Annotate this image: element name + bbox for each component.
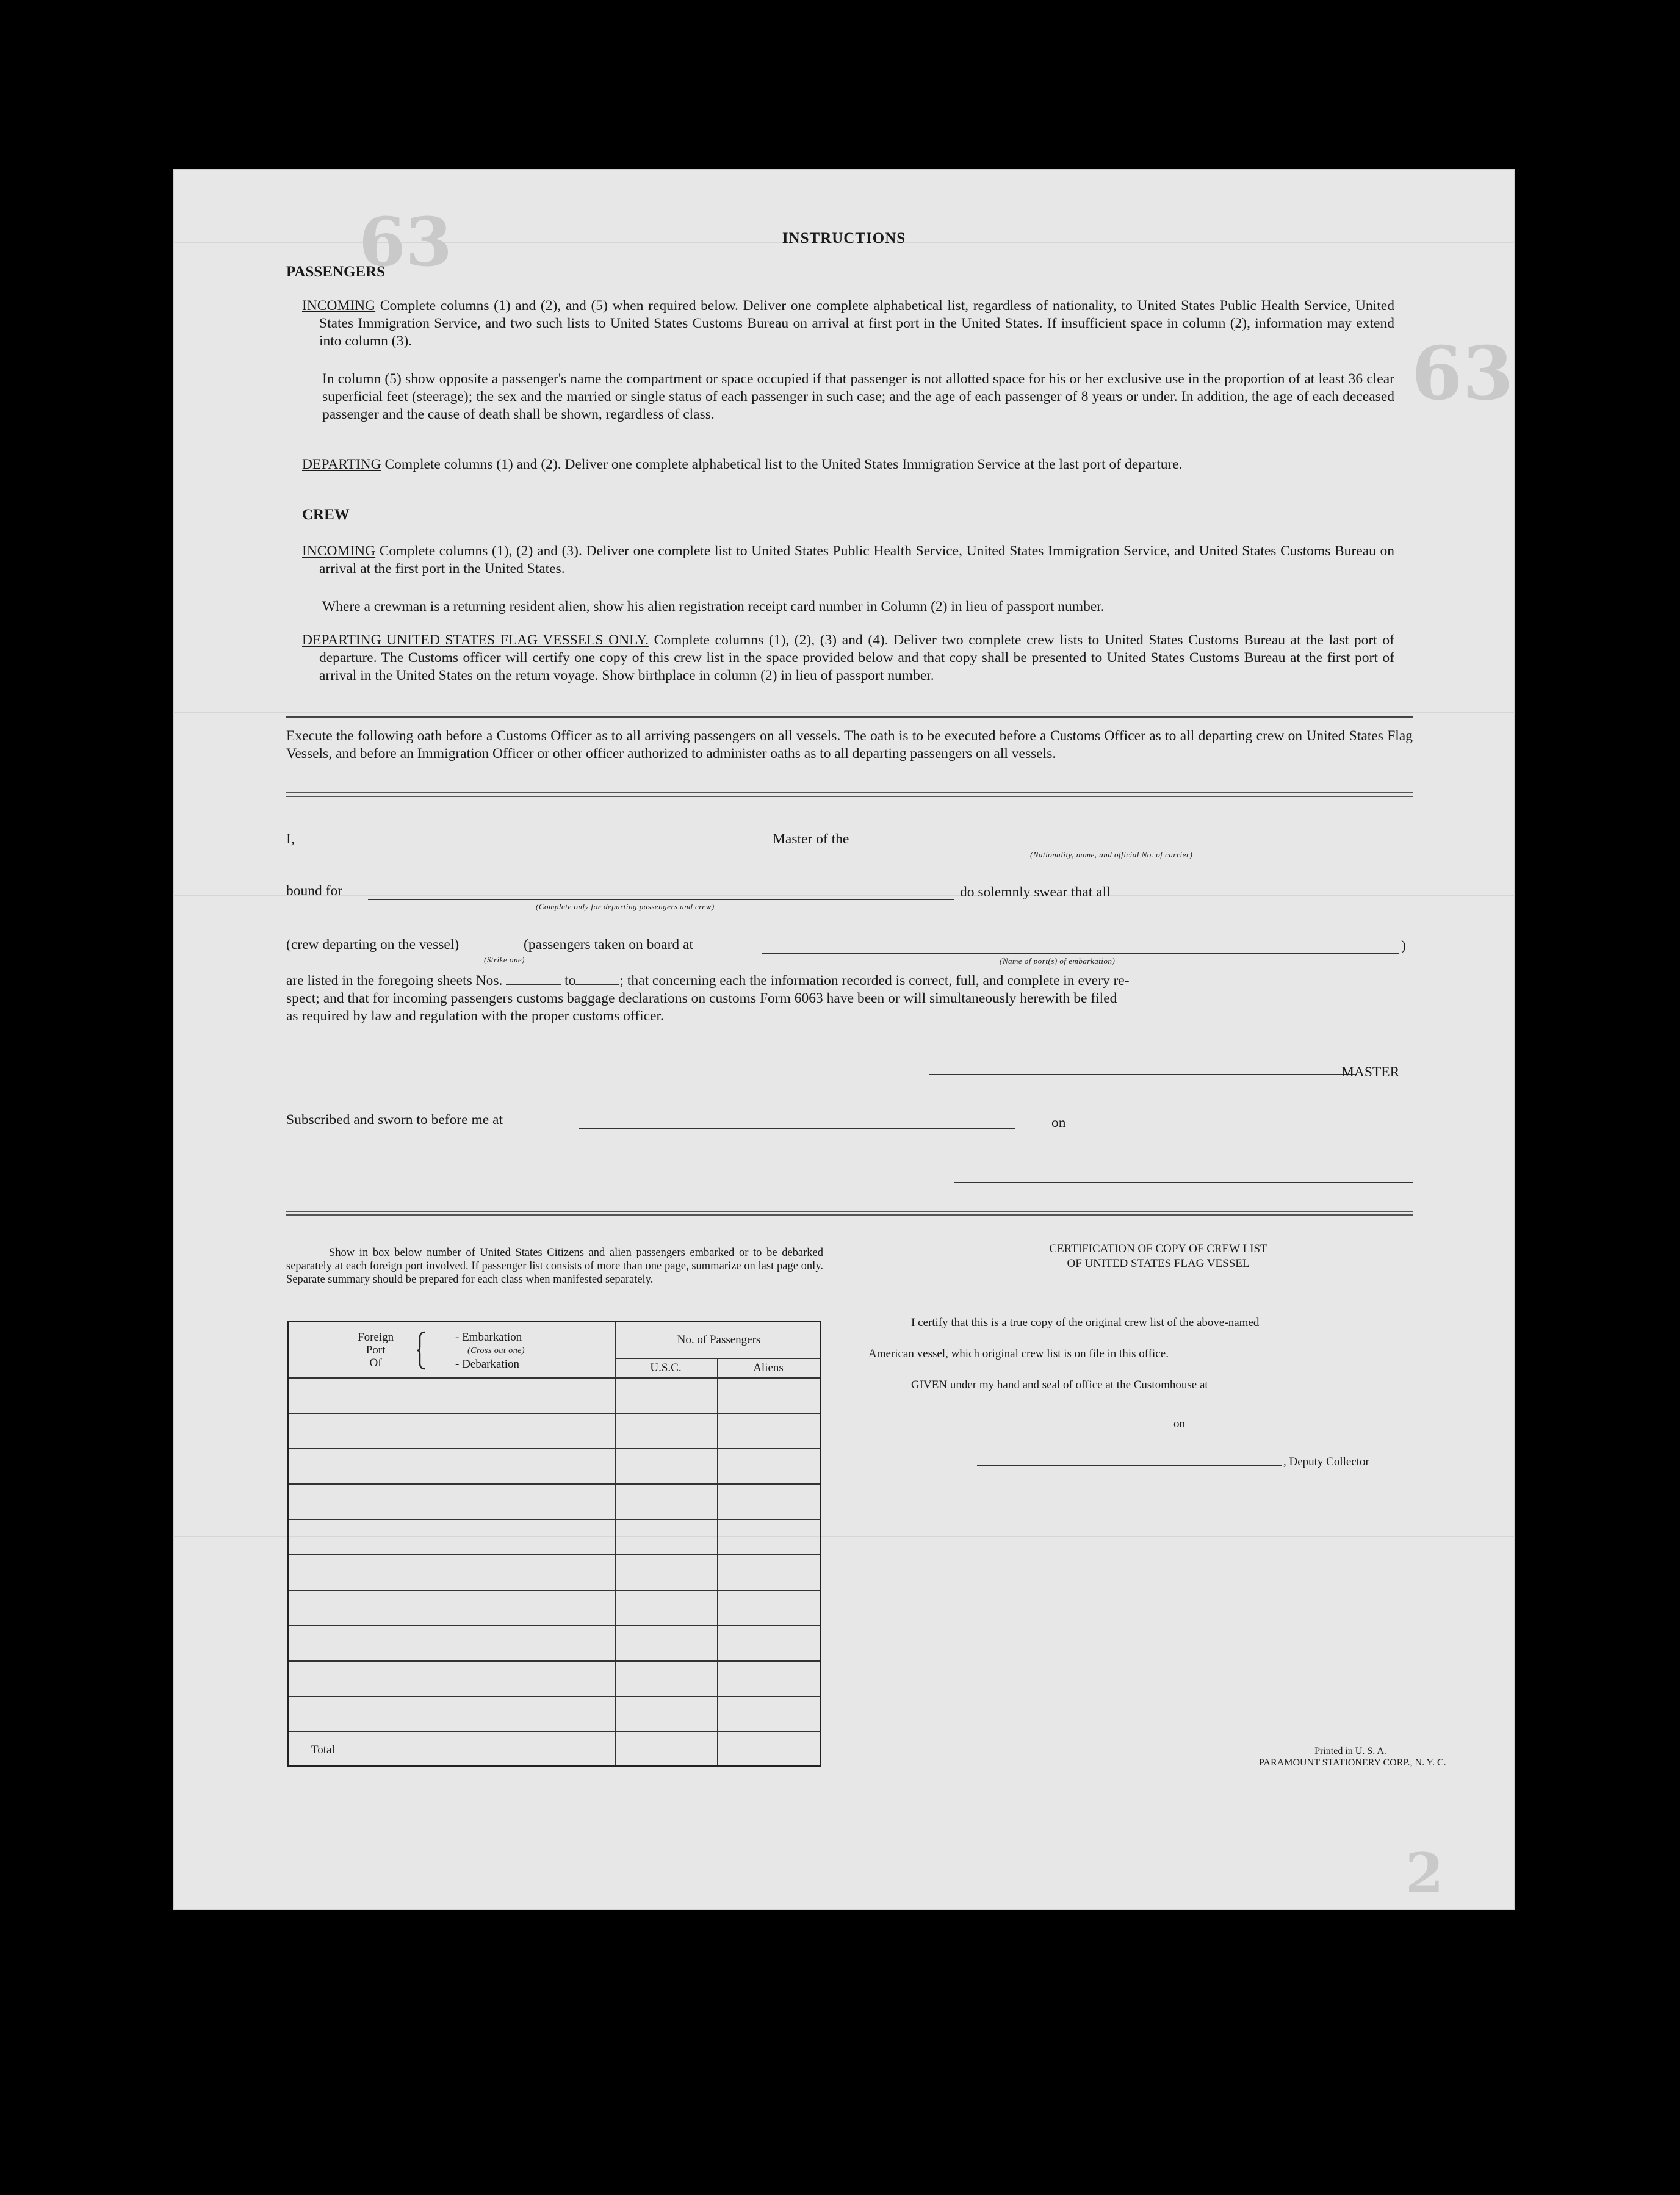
- table-row: [289, 1448, 820, 1449]
- brace-icon: [416, 1331, 427, 1370]
- bleed-through-line: [173, 895, 1515, 896]
- port-label: Port: [366, 1344, 386, 1357]
- oath-line-2: spect; and that for incoming passengers customs baggage declarations on customs Form 6063 have been or will simultaneously herewith be filed: [286, 990, 1117, 1006]
- double-divider: [286, 792, 1413, 797]
- certify-line-1: I certify that this is a true copy of the original crew list of the above-named: [911, 1316, 1260, 1329]
- nationality-note: (Nationality, name, and official No. of carrier): [1030, 850, 1193, 859]
- sheet-from-field[interactable]: [506, 973, 561, 985]
- certification-on-label: on: [1173, 1418, 1185, 1430]
- sheet-to-field[interactable]: [575, 973, 619, 985]
- solemnly-swear-label: do solemnly swear that all: [960, 884, 1111, 900]
- strike-one-note: (Strike one): [484, 955, 525, 964]
- certification-title-line-1: CERTIFICATION OF COPY OF CREW LIST: [1049, 1242, 1267, 1255]
- ports-note: (Name of port(s) of embarkation): [1000, 956, 1116, 965]
- master-signature-line[interactable]: [929, 1074, 1357, 1075]
- oath-intro: Execute the following oath before a Customs Officer as to all arriving passengers on all vessels. The oath is to be executed before a Customs Officer as to all departing crew on United States Flag Vessels, and before an Immigration Officer or other officer authorized to administer oaths as to all departing passengers on all vessels.: [286, 728, 1413, 762]
- printer-line-2: PARAMOUNT STATIONERY CORP., N. Y. C.: [1259, 1757, 1446, 1768]
- crewman-instruction: Where a crewman is a returning resident alien, show his alien registration receipt card number in Column (2) in lieu of passport number.: [322, 599, 1105, 615]
- bleed-through-page-number: 63: [1411, 331, 1513, 417]
- table-row: [289, 1483, 820, 1485]
- listed-to: to: [564, 973, 576, 989]
- table-header-divider: [615, 1358, 820, 1359]
- master-of-the-label: Master of the: [773, 831, 849, 847]
- departing-passengers-text: Complete columns (1) and (2). Deliver one complete alphabetical list to the United States Immigration Service at the last port of departure.: [381, 456, 1183, 472]
- deputy-collector-label: , Deputy Collector: [1283, 1455, 1369, 1468]
- of-label: Of: [369, 1357, 382, 1369]
- embarkation-ports-line[interactable]: [762, 953, 1399, 954]
- foreign-label: Foreign: [358, 1331, 394, 1344]
- incoming-passengers-text: Complete columns (1) and (2), and (5) when required below. Deliver one complete alphabetical list, regardless of nationality, to United States Public Health Service, United States Immigration Service, and two such lists to United States Customs Bureau on arrival at first port in the United States. If insufficient space in column (2), information may extend into column (3).: [319, 298, 1394, 349]
- certification-title-line-2: OF UNITED STATES FLAG VESSEL: [1067, 1257, 1250, 1270]
- table-column-divider: [717, 1358, 718, 1765]
- table-row: [289, 1660, 820, 1662]
- complete-only-note: (Complete only for departing passengers and crew): [536, 902, 715, 911]
- crew-departing-option: (crew departing on the vessel): [286, 937, 460, 953]
- table-row: [289, 1625, 820, 1626]
- subscribed-place-line[interactable]: [579, 1128, 1015, 1129]
- master-label: MASTER: [1341, 1064, 1400, 1080]
- given-line: GIVEN under my hand and seal of office at the Customhouse at: [911, 1379, 1208, 1391]
- bleed-through-form-header: [350, 181, 355, 192]
- bound-for-line[interactable]: [368, 899, 954, 900]
- printer-line-1: Printed in U. S. A.: [1314, 1746, 1386, 1756]
- table-row: [289, 1554, 820, 1555]
- instructions-title: INSTRUCTIONS: [782, 230, 906, 247]
- departing-flag-label: DEPARTING UNITED STATES FLAG VESSELS ONLY.: [302, 632, 649, 648]
- column5-instruction: In column (5) show opposite a passenger's name the compartment or space occupied if that passenger is not allotted space for his or her exclusive use in the proportion of at least 36 clear superficial feet (steerage); the sex and the married or single status of each passenger in such case; and the age of each passenger of 8 years or under. In addition, the age of each deceased passenger and the cause of death shall be shown, regardless of class.: [322, 371, 1394, 422]
- debarkation-option: - Debarkation: [455, 1358, 519, 1371]
- printer-imprint: [1259, 1745, 1446, 1768]
- departing-flag-text: Complete columns (1), (2), (3) and (4). Deliver two complete crew lists to United States Customs Bureau at the last port of departure. The Customs officer will certify one copy of this crew list in the space provided below and that copy shall be presented to United States Customs Bureau at the first port of arrival in the United States on the return voyage. Show birthplace in column (2) in lieu of passport number.: [319, 632, 1394, 683]
- divider: [286, 716, 1413, 718]
- close-paren: ): [1401, 938, 1406, 954]
- oath-i-label: I,: [286, 831, 295, 847]
- departing-label: DEPARTING: [302, 456, 381, 472]
- certify-line-2: American vessel, which original crew list is on file in this office.: [868, 1347, 1169, 1360]
- bleed-through-page-number: 2: [1405, 1841, 1444, 1906]
- incoming-passengers-instruction: [302, 297, 1394, 350]
- officer-signature-line[interactable]: [954, 1182, 1413, 1183]
- summary-instruction: Show in box below number of United States Citizens and alien passengers embarked or to be debarked separately at each foreign port involved. If passenger list consists of more than one page, summarize on last page only. Separate summary should be prepared for each class when manifested separately.: [286, 1247, 823, 1286]
- bound-for-label: bound for: [286, 883, 343, 899]
- incoming-label: INCOMING: [302, 298, 376, 314]
- listed-sheets-a: are listed in the foregoing sheets Nos.: [286, 973, 503, 989]
- subscribed-on-label: on: [1051, 1115, 1066, 1131]
- crew-heading: CREW: [302, 506, 350, 523]
- passengers-heading: PASSENGERS: [286, 264, 386, 280]
- table-row-divider: [289, 1377, 820, 1379]
- usc-header: U.S.C.: [650, 1361, 682, 1374]
- incoming-crew-text: Complete columns (1), (2) and (3). Deliver one complete list to United States Public Health Service, United States Immigration Service, and United States Customs Bureau on arrival at the first port in the United States.: [319, 543, 1394, 577]
- departing-flag-instruction: [302, 632, 1394, 685]
- no-passengers-header: No. of Passengers: [677, 1333, 761, 1346]
- table-row: [289, 1731, 820, 1732]
- subscribed-label: Subscribed and sworn to before me at: [286, 1112, 503, 1128]
- oath-line-3: as required by law and regulation with the proper customs officer.: [286, 1008, 664, 1024]
- passengers-taken-option: (passengers taken on board at: [524, 937, 693, 953]
- foreign-port-of-label: [358, 1331, 394, 1369]
- table-column-divider: [615, 1322, 616, 1765]
- listed-sheets-b: ; that concerning each the information recorded is correct, full, and complete in every re-: [619, 973, 1130, 989]
- deputy-collector-line[interactable]: [977, 1465, 1282, 1466]
- passenger-summary-table: [287, 1321, 821, 1767]
- table-row: [289, 1590, 820, 1591]
- departing-passengers-instruction: [302, 456, 1394, 474]
- bleed-through-page-number: 63: [359, 203, 453, 281]
- aliens-header: Aliens: [753, 1361, 784, 1374]
- incoming-crew-label: INCOMING: [302, 543, 376, 559]
- embarkation-option: - Embarkation: [455, 1331, 522, 1344]
- cross-out-note: (Cross out one): [467, 1346, 525, 1355]
- incoming-crew-instruction: [302, 542, 1394, 578]
- certification-title: [963, 1242, 1354, 1271]
- double-divider: [286, 1211, 1413, 1216]
- table-row: [289, 1413, 820, 1414]
- bleed-through-line: [173, 712, 1515, 713]
- table-row: [289, 1696, 820, 1697]
- listed-sheets-text: [286, 973, 1130, 989]
- table-row: [289, 1519, 820, 1520]
- total-label: Total: [311, 1743, 335, 1756]
- form-page: [173, 169, 1515, 1910]
